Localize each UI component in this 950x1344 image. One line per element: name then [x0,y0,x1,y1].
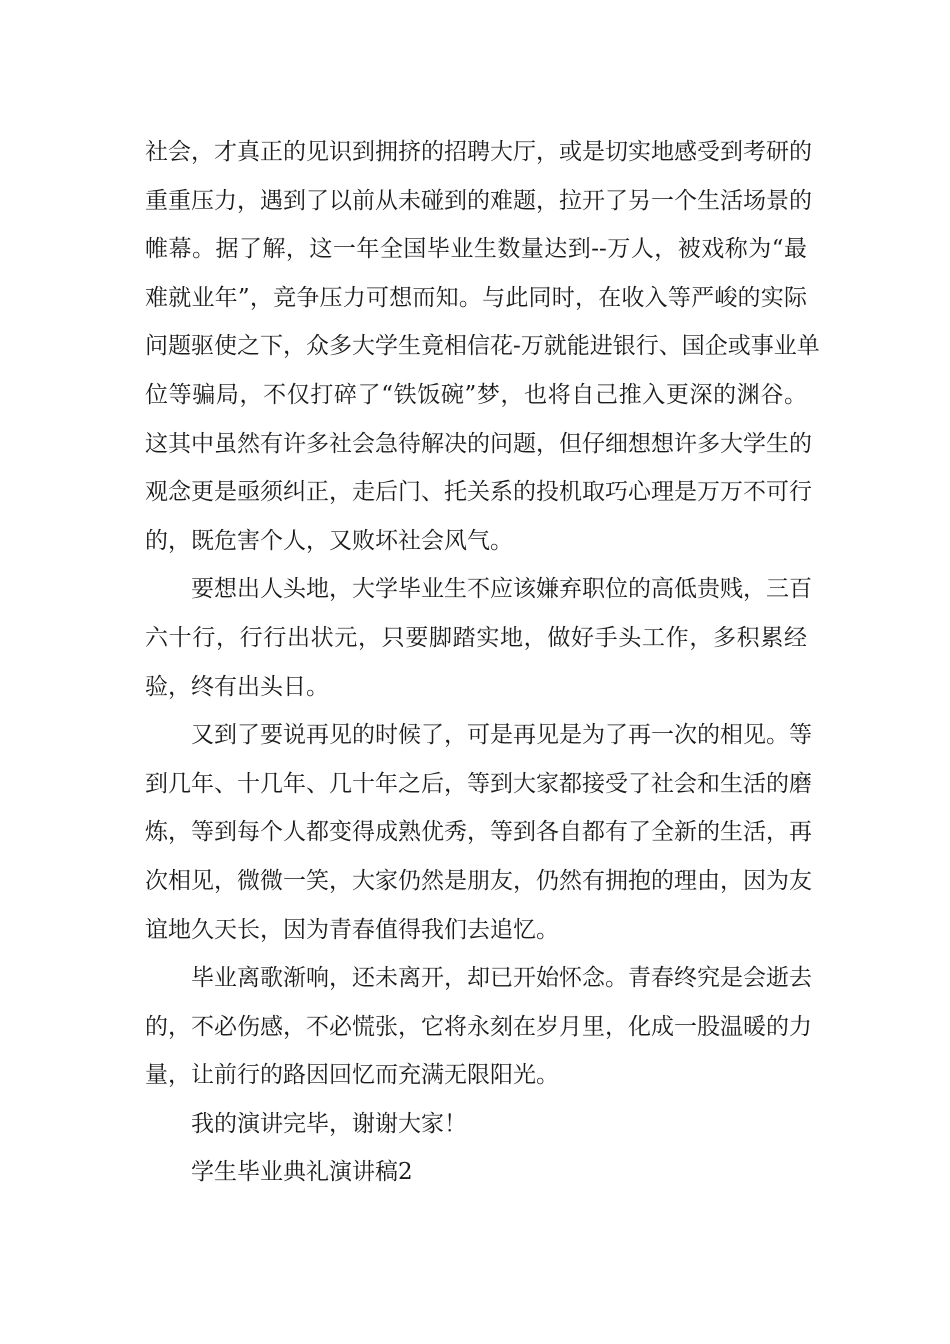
text-line: 社会，才真正的见识到拥挤的招聘大厅，或是切实地感受到考研的 [145,139,812,165]
section-heading [145,1148,807,1197]
text-line: 位等骗局，不仅打碎了“铁饭碗”梦，也将自己推入更深的渊谷。 [145,381,807,408]
text-line: 观念更是亟须纠正，走后门、托关系的投机取巧心理是万万不可行 [145,479,812,506]
paragraph-1 [145,128,820,565]
text-line: 学生毕业典礼演讲稿2 [191,1159,413,1186]
text-line: 重重压力，遇到了以前从未碰到的难题，拉开了另一个生活场景的 [145,187,812,214]
text-line: 这其中虽然有许多社会急待解决的问题，但仔细想想许多大学生的 [145,430,812,457]
text-line: 的，既危害个人，又败坏社会风气。 [145,527,513,554]
paragraph-4 [145,954,812,1100]
text-line: 要想出人头地，大学毕业生不应该嫌弃职位的高低贵贱，三百 [191,576,812,603]
text-line: 炼，等到每个人都变得成熟优秀，等到各自都有了全新的生活，再 [145,819,812,846]
text-line: 难就业年”，竞争压力可想而知。与此同时，在收入等严峻的实际 [145,284,807,311]
text-line: 帷幕。据了解，这一年全国毕业生数量达到--万人，被戏称为“最 [145,236,807,263]
text-line: 六十行，行行出状元，只要脚踏实地，做好手头工作，多积累经 [145,624,807,651]
text-line: 的，不必伤感，不必慌张，它将永刻在岁月里，化成一股温暖的力 [145,1013,812,1040]
closing-remark [145,1100,807,1149]
document-body [145,128,820,1197]
text-line: 毕业离歌渐响，还未离开，却已开始怀念。青春终究是会逝去 [191,965,812,992]
text-line: 次相见，微微一笑，大家仍然是朋友，仍然有拥抱的理由，因为友 [145,867,812,894]
text-line: 量，让前行的路因回忆而充满无限阳光。 [145,1062,559,1089]
text-line: 问题驱使之下，众多大学生竟相信花-万就能进银行、国企或事业单 [145,333,820,360]
text-line: 又到了要说再见的时候了，可是再见是为了再一次的相见。等 [191,722,812,749]
text-line: 验，终有出头日。 [145,673,329,700]
text-line: 我的演讲完毕，谢谢大家！ [191,1110,467,1137]
paragraph-3 [145,711,812,954]
text-line: 谊地久天长，因为青春值得我们去追忆。 [145,916,559,943]
paragraph-2 [145,565,812,711]
text-line: 到几年、十几年、几十年之后，等到大家都接受了社会和生活的磨 [145,770,812,797]
